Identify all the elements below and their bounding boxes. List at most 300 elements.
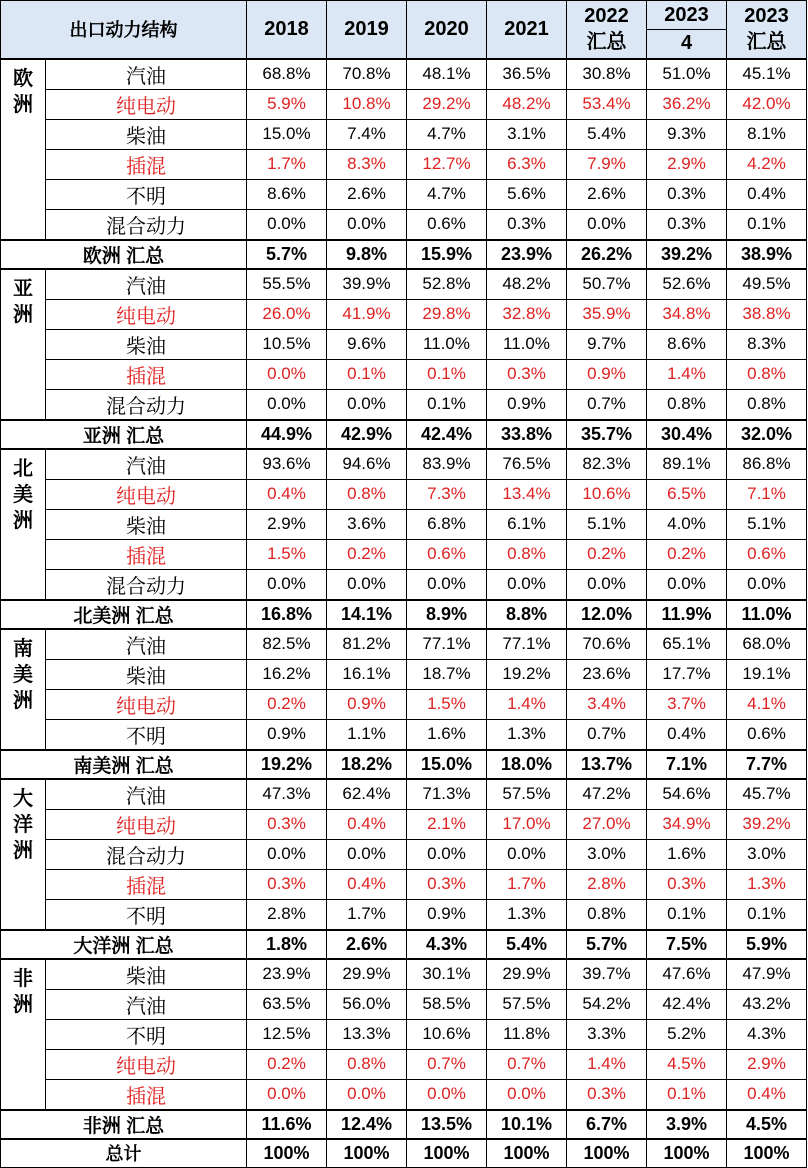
value-cell: 0.9% xyxy=(407,899,487,930)
value-cell: 39.9% xyxy=(327,269,407,300)
value-cell: 0.0% xyxy=(327,209,407,240)
value-cell: 3.1% xyxy=(487,119,567,149)
powertrain-label: 混合动力 xyxy=(46,209,247,240)
value-cell: 0.0% xyxy=(247,839,327,869)
summary-value-cell: 18.2% xyxy=(327,750,407,779)
powertrain-label: 插混 xyxy=(46,359,247,389)
value-cell: 0.0% xyxy=(567,209,647,240)
value-cell: 49.5% xyxy=(727,269,807,300)
col-header-2023-total xyxy=(727,1,807,59)
region-label-char: 洲 xyxy=(13,303,33,326)
col-header-2023-year: 2023 xyxy=(744,5,789,28)
powertrain-label: 插混 xyxy=(46,539,247,569)
region-label-char: 大 xyxy=(13,787,33,810)
summary-value-cell: 14.1% xyxy=(327,600,407,629)
value-cell: 10.5% xyxy=(247,329,327,359)
value-cell: 0.8% xyxy=(727,389,807,420)
region-summary-row xyxy=(1,240,807,269)
powertrain-label: 插混 xyxy=(46,149,247,179)
value-cell: 0.2% xyxy=(327,539,407,569)
summary-value-cell: 10.1% xyxy=(487,1110,567,1139)
value-cell: 30.8% xyxy=(567,59,647,90)
value-cell: 48.2% xyxy=(487,269,567,300)
table-row xyxy=(1,839,807,869)
summary-value-cell: 5.4% xyxy=(487,930,567,959)
summary-value-cell: 11.9% xyxy=(647,600,727,629)
table-row xyxy=(1,389,807,420)
grand-total-value-cell: 100% xyxy=(407,1139,487,1168)
value-cell: 57.5% xyxy=(487,989,567,1019)
value-cell: 52.6% xyxy=(647,269,727,300)
summary-value-cell: 42.9% xyxy=(327,420,407,449)
summary-value-cell: 35.7% xyxy=(567,420,647,449)
value-cell: 0.0% xyxy=(247,569,327,600)
region-summary-row xyxy=(1,420,807,449)
value-cell: 0.9% xyxy=(567,359,647,389)
value-cell: 17.0% xyxy=(487,809,567,839)
region-label-char: 洲 xyxy=(13,689,33,712)
value-cell: 15.0% xyxy=(247,119,327,149)
value-cell: 93.6% xyxy=(247,449,327,480)
table-row xyxy=(1,779,807,810)
region-label-char: 非 xyxy=(13,967,33,990)
value-cell: 0.2% xyxy=(247,1049,327,1079)
region-summary-label: 欧洲 汇总 xyxy=(1,240,247,269)
value-cell: 0.4% xyxy=(727,179,807,209)
value-cell: 6.1% xyxy=(487,509,567,539)
value-cell: 58.5% xyxy=(407,989,487,1019)
value-cell: 0.9% xyxy=(327,689,407,719)
value-cell: 39.2% xyxy=(727,809,807,839)
col-header-2023-sub: 汇总 xyxy=(746,31,787,54)
powertrain-label: 纯电动 xyxy=(46,299,247,329)
value-cell: 0.1% xyxy=(327,359,407,389)
region-label-char: 洲 xyxy=(13,93,33,116)
value-cell: 5.6% xyxy=(487,179,567,209)
region-label-char: 南 xyxy=(13,637,33,660)
value-cell: 0.6% xyxy=(727,539,807,569)
value-cell: 0.4% xyxy=(327,869,407,899)
value-cell: 38.8% xyxy=(727,299,807,329)
value-cell: 0.0% xyxy=(407,839,487,869)
value-cell: 13.3% xyxy=(327,1019,407,1049)
value-cell: 3.4% xyxy=(567,689,647,719)
value-cell: 0.0% xyxy=(407,1079,487,1110)
summary-value-cell: 26.2% xyxy=(567,240,647,269)
value-cell: 6.3% xyxy=(487,149,567,179)
powertrain-label: 纯电动 xyxy=(46,1049,247,1079)
summary-value-cell: 11.6% xyxy=(247,1110,327,1139)
value-cell: 3.0% xyxy=(727,839,807,869)
summary-value-cell: 15.0% xyxy=(407,750,487,779)
value-cell: 0.8% xyxy=(327,479,407,509)
value-cell: 1.3% xyxy=(727,869,807,899)
value-cell: 1.6% xyxy=(407,719,487,750)
value-cell: 77.1% xyxy=(407,629,487,660)
table-row xyxy=(1,209,807,240)
value-cell: 0.3% xyxy=(247,809,327,839)
value-cell: 10.6% xyxy=(407,1019,487,1049)
value-cell: 0.6% xyxy=(407,209,487,240)
value-cell: 0.0% xyxy=(487,839,567,869)
col-header-2018: 2018 xyxy=(247,1,327,59)
summary-value-cell: 4.3% xyxy=(407,930,487,959)
grand-total-value-cell: 100% xyxy=(727,1139,807,1168)
table-row xyxy=(1,569,807,600)
value-cell: 29.8% xyxy=(407,299,487,329)
col-header-2020: 2020 xyxy=(407,1,487,59)
table-row xyxy=(1,1079,807,1110)
powertrain-label: 不明 xyxy=(46,719,247,750)
value-cell: 13.4% xyxy=(487,479,567,509)
powertrain-label: 纯电动 xyxy=(46,479,247,509)
region-label-char: 欧 xyxy=(13,67,33,90)
value-cell: 2.9% xyxy=(647,149,727,179)
summary-value-cell: 13.5% xyxy=(407,1110,487,1139)
value-cell: 7.1% xyxy=(727,479,807,509)
powertrain-label: 柴油 xyxy=(46,659,247,689)
value-cell: 48.1% xyxy=(407,59,487,90)
value-cell: 86.8% xyxy=(727,449,807,480)
value-cell: 1.1% xyxy=(327,719,407,750)
summary-value-cell: 4.5% xyxy=(727,1110,807,1139)
powertrain-label: 汽油 xyxy=(46,629,247,660)
value-cell: 35.9% xyxy=(567,299,647,329)
value-cell: 43.2% xyxy=(727,989,807,1019)
value-cell: 1.7% xyxy=(327,899,407,930)
value-cell: 1.7% xyxy=(247,149,327,179)
value-cell: 18.7% xyxy=(407,659,487,689)
region-label-char: 洲 xyxy=(13,993,33,1016)
powertrain-label: 汽油 xyxy=(46,269,247,300)
value-cell: 12.7% xyxy=(407,149,487,179)
value-cell: 5.1% xyxy=(727,509,807,539)
value-cell: 0.3% xyxy=(647,179,727,209)
summary-value-cell: 42.4% xyxy=(407,420,487,449)
value-cell: 0.0% xyxy=(327,389,407,420)
table-row xyxy=(1,1049,807,1079)
summary-value-cell: 19.2% xyxy=(247,750,327,779)
value-cell: 0.0% xyxy=(247,209,327,240)
value-cell: 0.3% xyxy=(567,1079,647,1110)
value-cell: 0.1% xyxy=(647,1079,727,1110)
powertrain-label: 汽油 xyxy=(46,449,247,480)
summary-value-cell: 18.0% xyxy=(487,750,567,779)
value-cell: 0.2% xyxy=(567,539,647,569)
region-label-char: 洋 xyxy=(13,813,33,836)
value-cell: 2.9% xyxy=(727,1049,807,1079)
summary-value-cell: 12.4% xyxy=(327,1110,407,1139)
grand-total-row xyxy=(1,1139,807,1168)
value-cell: 2.1% xyxy=(407,809,487,839)
value-cell: 3.0% xyxy=(567,839,647,869)
value-cell: 7.9% xyxy=(567,149,647,179)
value-cell: 0.0% xyxy=(407,569,487,600)
value-cell: 81.2% xyxy=(327,629,407,660)
value-cell: 19.1% xyxy=(727,659,807,689)
region-label-char: 美 xyxy=(13,483,33,506)
value-cell: 45.1% xyxy=(727,59,807,90)
grand-total-value-cell: 100% xyxy=(247,1139,327,1168)
value-cell: 83.9% xyxy=(407,449,487,480)
value-cell: 0.8% xyxy=(487,539,567,569)
value-cell: 8.6% xyxy=(247,179,327,209)
value-cell: 0.1% xyxy=(407,359,487,389)
value-cell: 2.6% xyxy=(567,179,647,209)
powertrain-label: 混合动力 xyxy=(46,839,247,869)
col-header-2019: 2019 xyxy=(327,1,407,59)
value-cell: 77.1% xyxy=(487,629,567,660)
value-cell: 1.7% xyxy=(487,869,567,899)
region-label-char: 洲 xyxy=(13,509,33,532)
powertrain-label: 汽油 xyxy=(46,989,247,1019)
summary-value-cell: 12.0% xyxy=(567,600,647,629)
value-cell: 0.3% xyxy=(407,869,487,899)
value-cell: 48.2% xyxy=(487,89,567,119)
table-row xyxy=(1,899,807,930)
value-cell: 5.9% xyxy=(247,89,327,119)
value-cell: 8.6% xyxy=(647,329,727,359)
value-cell: 10.6% xyxy=(567,479,647,509)
value-cell: 41.9% xyxy=(327,299,407,329)
table-row xyxy=(1,989,807,1019)
table-row xyxy=(1,179,807,209)
table-body xyxy=(1,59,807,1168)
value-cell: 47.2% xyxy=(567,779,647,810)
value-cell: 76.5% xyxy=(487,449,567,480)
value-cell: 2.9% xyxy=(247,509,327,539)
value-cell: 63.5% xyxy=(247,989,327,1019)
summary-value-cell: 1.8% xyxy=(247,930,327,959)
value-cell: 36.5% xyxy=(487,59,567,90)
value-cell: 47.6% xyxy=(647,959,727,990)
value-cell: 0.0% xyxy=(727,569,807,600)
value-cell: 6.8% xyxy=(407,509,487,539)
region-label-char: 北 xyxy=(13,457,33,480)
value-cell: 3.3% xyxy=(567,1019,647,1049)
region-label-char: 美 xyxy=(13,663,33,686)
grand-total-value-cell: 100% xyxy=(487,1139,567,1168)
value-cell: 1.3% xyxy=(487,899,567,930)
value-cell: 6.5% xyxy=(647,479,727,509)
value-cell: 2.8% xyxy=(247,899,327,930)
table-row xyxy=(1,1019,807,1049)
header-row-top xyxy=(1,1,807,30)
value-cell: 42.4% xyxy=(647,989,727,1019)
summary-value-cell: 33.8% xyxy=(487,420,567,449)
value-cell: 1.3% xyxy=(487,719,567,750)
powertrain-label: 柴油 xyxy=(46,959,247,990)
powertrain-label: 不明 xyxy=(46,1019,247,1049)
value-cell: 0.0% xyxy=(327,569,407,600)
value-cell: 56.0% xyxy=(327,989,407,1019)
table-row xyxy=(1,479,807,509)
value-cell: 0.3% xyxy=(487,209,567,240)
value-cell: 1.5% xyxy=(247,539,327,569)
value-cell: 0.0% xyxy=(247,389,327,420)
value-cell: 0.3% xyxy=(487,359,567,389)
powertrain-label: 不明 xyxy=(46,179,247,209)
summary-value-cell: 5.7% xyxy=(247,240,327,269)
region-summary-row xyxy=(1,930,807,959)
value-cell: 0.0% xyxy=(327,1079,407,1110)
value-cell: 89.1% xyxy=(647,449,727,480)
value-cell: 11.0% xyxy=(487,329,567,359)
value-cell: 27.0% xyxy=(567,809,647,839)
value-cell: 1.4% xyxy=(487,689,567,719)
value-cell: 0.6% xyxy=(727,719,807,750)
powertrain-label: 插混 xyxy=(46,869,247,899)
value-cell: 19.2% xyxy=(487,659,567,689)
value-cell: 4.7% xyxy=(407,179,487,209)
value-cell: 0.4% xyxy=(727,1079,807,1110)
value-cell: 68.8% xyxy=(247,59,327,90)
powertrain-label: 纯电动 xyxy=(46,809,247,839)
summary-value-cell: 23.9% xyxy=(487,240,567,269)
table-row xyxy=(1,509,807,539)
summary-value-cell: 11.0% xyxy=(727,600,807,629)
value-cell: 52.8% xyxy=(407,269,487,300)
powertrain-label: 柴油 xyxy=(46,119,247,149)
value-cell: 51.0% xyxy=(647,59,727,90)
region-label-char: 洲 xyxy=(13,839,33,862)
summary-value-cell: 13.7% xyxy=(567,750,647,779)
value-cell: 32.8% xyxy=(487,299,567,329)
summary-value-cell: 9.8% xyxy=(327,240,407,269)
value-cell: 26.0% xyxy=(247,299,327,329)
value-cell: 3.6% xyxy=(327,509,407,539)
value-cell: 47.3% xyxy=(247,779,327,810)
value-cell: 0.1% xyxy=(727,209,807,240)
value-cell: 82.3% xyxy=(567,449,647,480)
table-row xyxy=(1,119,807,149)
value-cell: 0.2% xyxy=(647,539,727,569)
value-cell: 0.3% xyxy=(647,209,727,240)
value-cell: 9.7% xyxy=(567,329,647,359)
table-title: 出口动力结构 xyxy=(1,1,247,59)
summary-value-cell: 44.9% xyxy=(247,420,327,449)
value-cell: 62.4% xyxy=(327,779,407,810)
region-label xyxy=(1,449,46,600)
powertrain-label: 柴油 xyxy=(46,329,247,359)
summary-value-cell: 38.9% xyxy=(727,240,807,269)
grand-total-value-cell: 100% xyxy=(567,1139,647,1168)
value-cell: 0.1% xyxy=(647,899,727,930)
value-cell: 45.7% xyxy=(727,779,807,810)
value-cell: 0.8% xyxy=(567,899,647,930)
region-summary-row xyxy=(1,750,807,779)
table-row xyxy=(1,299,807,329)
value-cell: 5.1% xyxy=(567,509,647,539)
summary-value-cell: 2.6% xyxy=(327,930,407,959)
table-row xyxy=(1,539,807,569)
value-cell: 8.3% xyxy=(727,329,807,359)
summary-value-cell: 5.7% xyxy=(567,930,647,959)
value-cell: 42.0% xyxy=(727,89,807,119)
value-cell: 0.1% xyxy=(727,899,807,930)
summary-value-cell: 39.2% xyxy=(647,240,727,269)
col-header-2022-sub: 汇总 xyxy=(586,31,627,54)
value-cell: 5.2% xyxy=(647,1019,727,1049)
value-cell: 65.1% xyxy=(647,629,727,660)
value-cell: 0.8% xyxy=(327,1049,407,1079)
value-cell: 4.3% xyxy=(727,1019,807,1049)
value-cell: 0.6% xyxy=(407,539,487,569)
table-row xyxy=(1,629,807,660)
table-row xyxy=(1,689,807,719)
summary-value-cell: 8.9% xyxy=(407,600,487,629)
summary-value-cell: 32.0% xyxy=(727,420,807,449)
value-cell: 0.0% xyxy=(247,1079,327,1110)
value-cell: 39.7% xyxy=(567,959,647,990)
value-cell: 53.4% xyxy=(567,89,647,119)
table-row xyxy=(1,329,807,359)
summary-value-cell: 3.9% xyxy=(647,1110,727,1139)
value-cell: 1.4% xyxy=(567,1049,647,1079)
summary-value-cell: 15.9% xyxy=(407,240,487,269)
value-cell: 29.2% xyxy=(407,89,487,119)
value-cell: 4.5% xyxy=(647,1049,727,1079)
value-cell: 30.1% xyxy=(407,959,487,990)
value-cell: 4.2% xyxy=(727,149,807,179)
value-cell: 0.0% xyxy=(247,359,327,389)
value-cell: 0.3% xyxy=(647,869,727,899)
value-cell: 50.7% xyxy=(567,269,647,300)
region-summary-label: 大洋洲 汇总 xyxy=(1,930,247,959)
powertrain-label: 汽油 xyxy=(46,59,247,90)
region-label xyxy=(1,959,46,1110)
summary-value-cell: 16.8% xyxy=(247,600,327,629)
value-cell: 17.7% xyxy=(647,659,727,689)
col-header-2022-total xyxy=(567,1,647,59)
powertrain-label: 纯电动 xyxy=(46,89,247,119)
powertrain-label: 混合动力 xyxy=(46,569,247,600)
value-cell: 57.5% xyxy=(487,779,567,810)
region-label xyxy=(1,59,46,240)
col-header-2021: 2021 xyxy=(487,1,567,59)
value-cell: 8.1% xyxy=(727,119,807,149)
table-row xyxy=(1,59,807,90)
table-row xyxy=(1,359,807,389)
powertrain-label: 汽油 xyxy=(46,779,247,810)
value-cell: 8.3% xyxy=(327,149,407,179)
value-cell: 16.1% xyxy=(327,659,407,689)
region-label-char: 亚 xyxy=(13,277,33,300)
value-cell: 54.2% xyxy=(567,989,647,1019)
region-label xyxy=(1,779,46,930)
col-header-2023-month: 4 xyxy=(647,30,727,59)
summary-value-cell: 7.5% xyxy=(647,930,727,959)
summary-value-cell: 7.1% xyxy=(647,750,727,779)
value-cell: 4.1% xyxy=(727,689,807,719)
value-cell: 9.6% xyxy=(327,329,407,359)
value-cell: 0.0% xyxy=(567,569,647,600)
value-cell: 1.6% xyxy=(647,839,727,869)
col-header-2023-month-year: 2023 xyxy=(647,1,727,30)
grand-total-value-cell: 100% xyxy=(647,1139,727,1168)
value-cell: 0.0% xyxy=(647,569,727,600)
value-cell: 0.9% xyxy=(487,389,567,420)
value-cell: 0.8% xyxy=(647,389,727,420)
value-cell: 7.4% xyxy=(327,119,407,149)
value-cell: 0.2% xyxy=(247,689,327,719)
value-cell: 82.5% xyxy=(247,629,327,660)
value-cell: 29.9% xyxy=(327,959,407,990)
summary-value-cell: 8.8% xyxy=(487,600,567,629)
value-cell: 4.0% xyxy=(647,509,727,539)
value-cell: 54.6% xyxy=(647,779,727,810)
value-cell: 47.9% xyxy=(727,959,807,990)
